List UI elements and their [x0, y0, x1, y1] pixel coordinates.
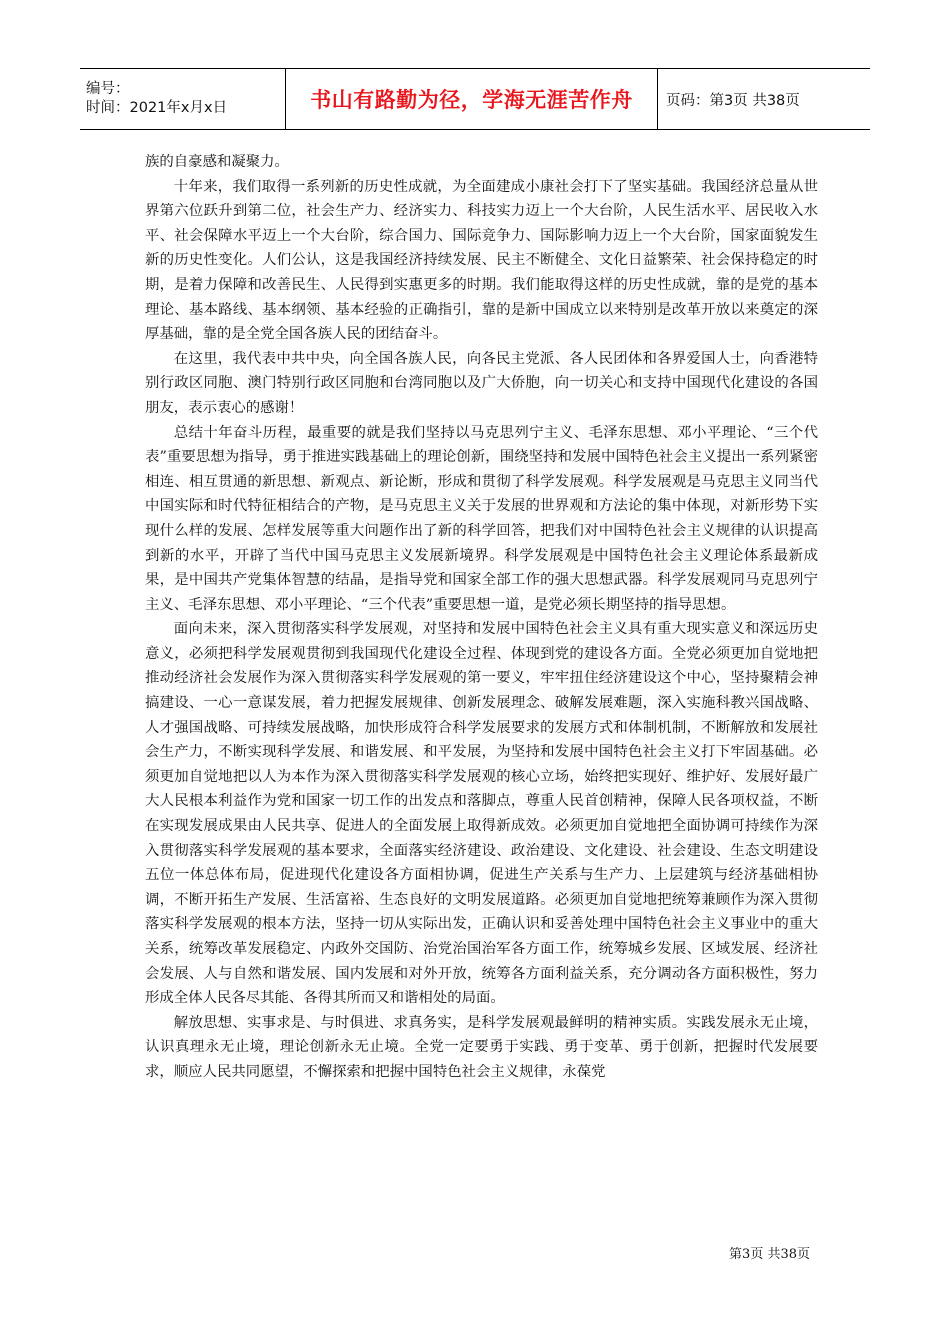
paragraph: 总结十年奋斗历程，最重要的就是我们坚持以马克思列宁主义、毛泽东思想、邓小平理论、“三个代表”重要思想为指导，勇于推进实践基础上的理论创新，围绕坚持和发展中国特色社会主义提出一系列紧密相连、相互贯通的新思想、新观点、新论断，形成和贯彻了科学发展观。科学发展观是马克思主义同当代中国实际和时代特征相结合的产物，是马克思主义关于发展的世界观和方法论的集中体现，对新形势下实现什么样的发展、怎样发展等重大问题作出了新的科学回答，把我们对中国特色社会主义规律的认识提高到新的水平，开辟了当代中国马克思主义发展新境界。科学发展观是中国特色社会主义理论体系最新成果，是中国共产党集体智慧的结晶，是指导党和国家全部工作的强大思想武器。科学发展观同马克思列宁主义、毛泽东思想、邓小平理论、“三个代表”重要思想一道，是党必须长期坚持的指导思想。 — [145, 424, 818, 613]
paragraph-continuation: 族的自豪感和凝聚力。 — [145, 154, 289, 170]
paragraph: 十年来，我们取得一系列新的历史性成就，为全面建成小康社会打下了坚实基础。我国经济总量从世界第六位跃升到第二位，社会生产力、经济实力、科技实力迈上一个大台阶，人民生活水平、居民收入水平、社会保障水平迈上一个大台阶，综合国力、国际竞争力、国际影响力迈上一个大台阶，国家面貌发生新的历史性变化。人们公认，这是我国经济持续发展、民主不断健全、文化日益繁荣、社会保持稳定的时期，是着力保障和改善民生、人民得到实惠更多的时期。我们能取得这样的历史性成就，靠的是党的基本理论、基本路线、基本纲领、基本经验的正确指引，靠的是新中国成立以来特别是改革开放以来奠定的深厚基础，靠的是全党全国各族人民的团结奋斗。 — [145, 178, 818, 343]
header-motto: 书山有路勤为径，学海无涯苦作舟 — [310, 88, 633, 112]
document-body — [145, 150, 818, 1085]
paragraph: 在这里，我代表中共中央，向全国各族人民，向各民主党派、各人民团体和各界爱国人士，向香港特别行政区同胞、澳门特别行政区同胞和台湾同胞以及广大侨胞，向一切关心和支持中国现代化建设的各国朋友，表示衷心的感谢！ — [145, 350, 818, 416]
footer-page-number: 第3页 共38页 — [729, 1247, 810, 1262]
header-page-code: 页码：第3页 共38页 — [666, 92, 800, 109]
paragraph: 面向未来，深入贯彻落实科学发展观，对坚持和发展中国特色社会主义具有重大现实意义和深远历史意义，必须把科学发展观贯彻到我国现代化建设全过程、体现到党的建设各方面。全党必须更加自觉地把推动经济社会发展作为深入贯彻落实科学发展观的第一要义，牢牢扭住经济建设这个中心，坚持聚精会神搞建设、一心一意谋发展，着力把握发展规律、创新发展理念、破解发展难题，深入实施科教兴国战略、人才强国战略、可持续发展战略，加快形成符合科学发展要求的发展方式和体制机制，不断解放和发展社会生产力，不断实现科学发展、和谐发展、和平发展，为坚持和发展中国特色社会主义打下牢固基础。必须更加自觉地把以人为本作为深入贯彻落实科学发展观的核心立场，始终把实现好、维护好、发展好最广大人民根本利益作为党和国家一切工作的出发点和落脚点，尊重人民首创精神，保障人民各项权益，不断在实现发展成果由人民共享、促进人的全面发展上取得新成效。必须更加自觉地把全面协调可持续作为深入贯彻落实科学发展观的基本要求，全面落实经济建设、政治建设、文化建设、社会建设、生态文明建设五位一体总体布局，促进现代化建设各方面相协调，促进生产关系与生产力、上层建筑与经济基础相协调，不断开拓生产发展、生活富裕、生态良好的文明发展道路。必须更加自觉地把统筹兼顾作为深入贯彻落实科学发展观的根本方法，坚持一切从实际出发，正确认识和妥善处理中国特色社会主义事业中的重大关系，统筹改革发展稳定、内政外交国防、治党治国治军各方面工作，统筹城乡发展、区域发展、经济社会发展、人与自然和谐发展、国内发展和对外开放，统筹各方面利益关系，充分调动各方面积极性，努力形成全体人民各尽其能、各得其所而又和谐相处的局面。 — [145, 621, 818, 1007]
document-number-label: 编号： — [86, 81, 130, 97]
header-motto-cell — [285, 69, 658, 129]
paragraph: 解放思想、实事求是、与时俱进、求真务实，是科学发展观最鲜明的精神实质。实践发展永无止境，认识真理永无止境，理论创新永无止境。全党一定要勇于实践、勇于变革、勇于创新，把握时代发展要求，顺应人民共同愿望，不懈探索和把握中国特色社会主义规律，永葆党 — [145, 1014, 818, 1080]
page-header — [80, 68, 870, 130]
header-meta — [80, 69, 285, 129]
document-date-label: 时间：2021年x月x日 — [86, 100, 228, 116]
header-page-cell — [658, 69, 870, 129]
page-footer — [729, 1243, 810, 1262]
